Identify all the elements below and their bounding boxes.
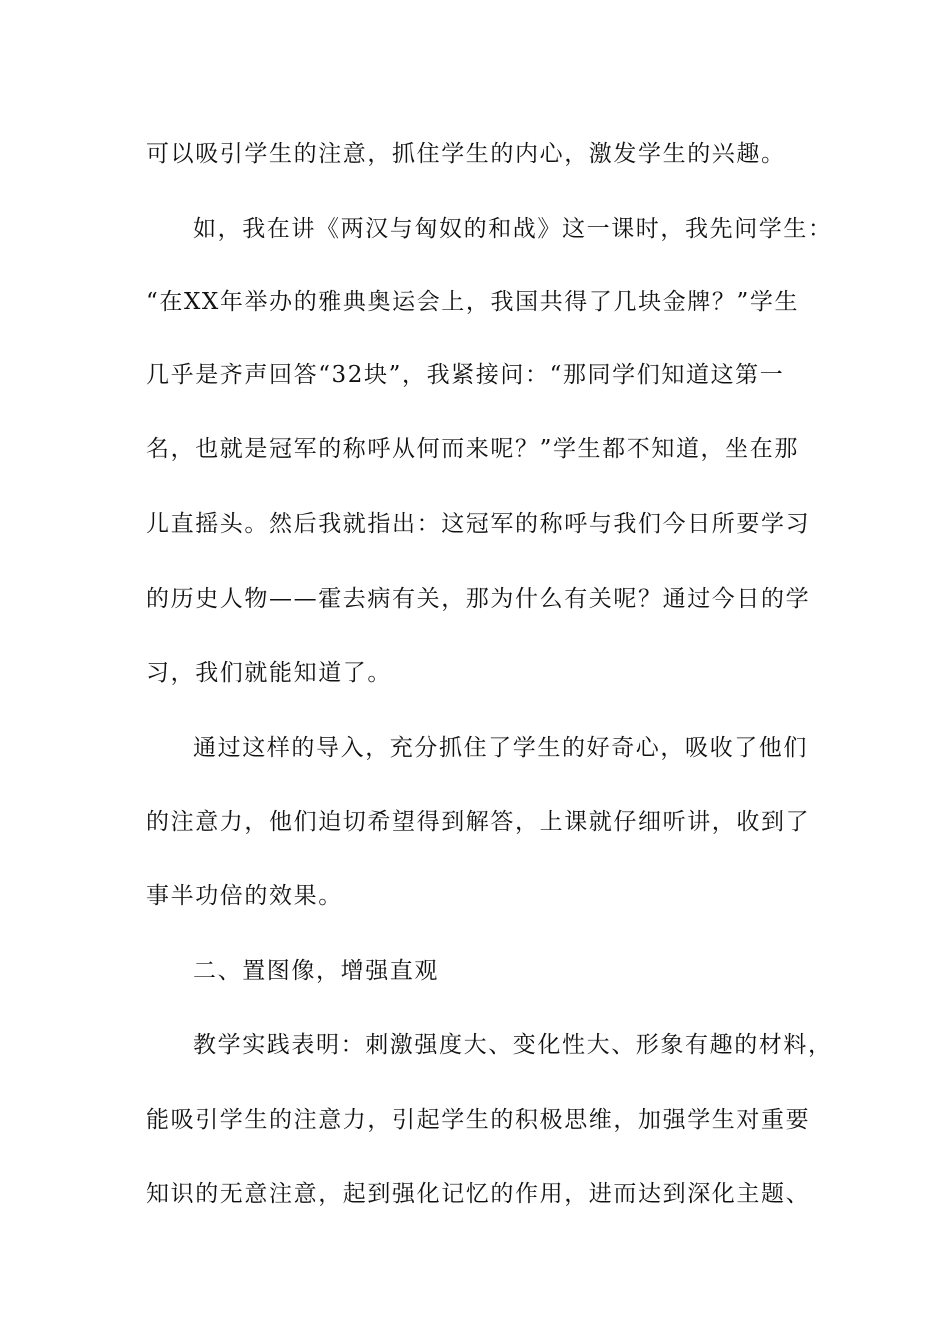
text-line: 的历史人物——霍去病有关，那为什么有关呢？通过今日的学 — [146, 586, 811, 612]
text-line: 通过这样的导入，充分抓住了学生的好奇心，吸收了他们 — [193, 735, 808, 761]
text-line: 教学实践表明：刺激强度大、变化性大、形象有趣的材料， — [193, 1032, 833, 1058]
text-line: 事半功倍的效果。 — [146, 883, 343, 909]
text-line: 知识的无意注意，起到强化记忆的作用，进而达到深化主题、 — [146, 1181, 811, 1207]
text-line: 儿直摇头。然后我就指出：这冠军的称呼与我们今日所要学习 — [146, 511, 811, 537]
section-heading: 二、置图像，增强直观 — [193, 958, 439, 984]
text-line: “在XX年举办的雅典奥运会上，我国共得了几块金牌？”学生 — [146, 289, 800, 315]
text-line: 能吸引学生的注意力，引起学生的积极思维，加强学生对重要 — [146, 1107, 811, 1133]
text-line: 如，我在讲《两汉与匈奴的和战》这一课时，我先问学生： — [193, 216, 833, 242]
text-line: 名，也就是冠军的称呼从何而来呢？”学生都不知道，坐在那 — [146, 436, 799, 462]
text-line: 的注意力，他们迫切希望得到解答，上课就仔细听讲，收到了 — [146, 809, 811, 835]
text-line: 几乎是齐声回答“32块”，我紧接问：“那同学们知道这第一 — [146, 362, 785, 388]
text-line: 习，我们就能知道了。 — [146, 660, 392, 686]
text-line: 可以吸引学生的注意，抓住学生的内心，激发学生的兴趣。 — [146, 141, 786, 167]
